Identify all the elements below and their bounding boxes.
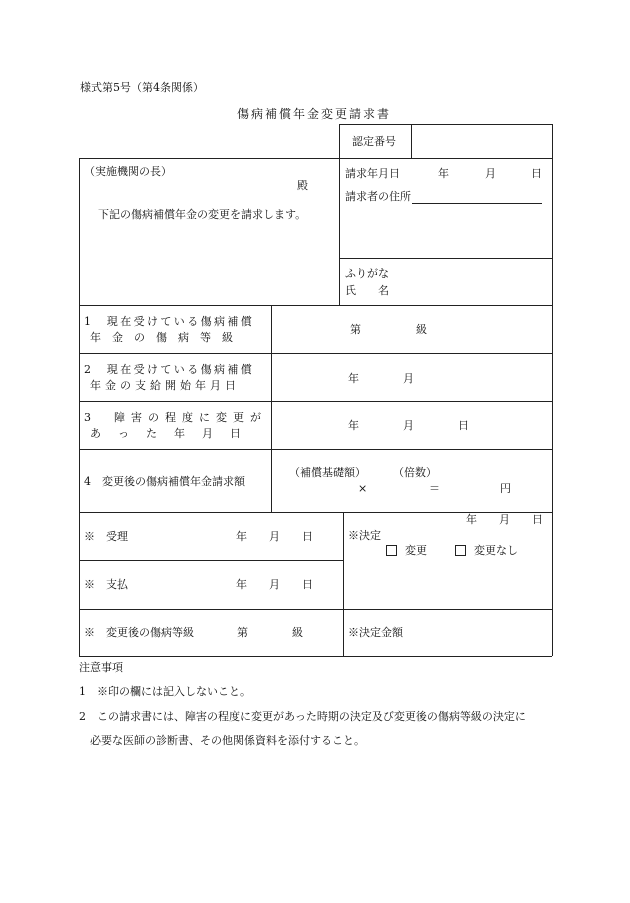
cert-number-field[interactable] [412,125,551,158]
grade-label: ※ 変更後の傷病等級 [84,626,194,639]
receipt-date: 年 月 日 [236,530,313,543]
payment-date: 年 月 日 [236,578,313,591]
row3-value: 年 月 日 [348,419,469,432]
furigana-label: ふりがな [345,267,389,280]
row2-value: 年 月 [348,372,414,385]
request-date-day: 日 [531,167,542,180]
payment-label: ※ 支払 [84,578,128,591]
request-date-label: 請求年月日 [345,167,400,180]
notes-item1: 1 ※印の欄には記入しないこと。 [79,685,251,698]
request-date-year: 年 [438,167,449,180]
form-title: 傷病補償年金変更請求書 [237,107,392,121]
unchanged-checkbox[interactable] [455,545,466,556]
row4-yen: 円 [500,482,511,495]
decision-label: ※決定 [348,529,381,542]
row4-multiplier-label: （倍数） [393,466,437,479]
receipt-label: ※ 受理 [84,530,128,543]
address-label: 請求者の住所 [345,190,411,203]
form-number: 様式第5号（第4条関係） [80,81,204,94]
amount-label: ※決定金額 [348,626,403,639]
row3-label-line2: あ っ た 年 月 日 [90,427,244,440]
decision-date: 年 月 日 [466,513,543,526]
row4-base-label: （補償基礎額） [289,466,366,479]
unchanged-option-label: 変更なし [474,544,518,557]
row4-times: × [358,482,368,495]
address-field[interactable] [412,203,542,204]
row1-value: 第 級 [350,323,427,336]
addressee-org: （実施機関の長） [84,165,172,178]
row2-label-line2: 年金の支給開始年月日 [90,379,240,392]
notes-item2-line2: 必要な医師の診断書、その他関係資料を添付すること。 [90,734,365,747]
changed-option-label: 変更 [405,544,427,557]
grade-value: 第 級 [237,626,303,639]
notes-heading: 注意事項 [79,661,123,674]
request-date-month: 月 [485,167,496,180]
addressee-honorific: 殿 [297,179,308,192]
cert-number-label: 認定番号 [352,135,396,148]
row4-equals: ＝ [429,482,440,495]
row4-label: 4 変更後の傷病補償年金請求額 [84,475,245,488]
name-label: 氏 名 [345,284,389,297]
row3-label-line1: 3 障害の程度に変更が [84,411,267,424]
notes-item2-line1: 2 この請求書には、障害の程度に変更があった時期の決定及び変更後の傷病等級の決定に [79,710,526,723]
changed-checkbox[interactable] [386,545,397,556]
row1-label-line1: 1 現在受けている傷病補償 [84,315,255,328]
row2-label-line1: 2 現在受けている傷病補償 [84,363,255,376]
request-text: 下記の傷病補償年金の変更を請求します。 [98,208,307,221]
row1-label-line2: 年 金 の 傷 病 等 級 [90,331,233,344]
